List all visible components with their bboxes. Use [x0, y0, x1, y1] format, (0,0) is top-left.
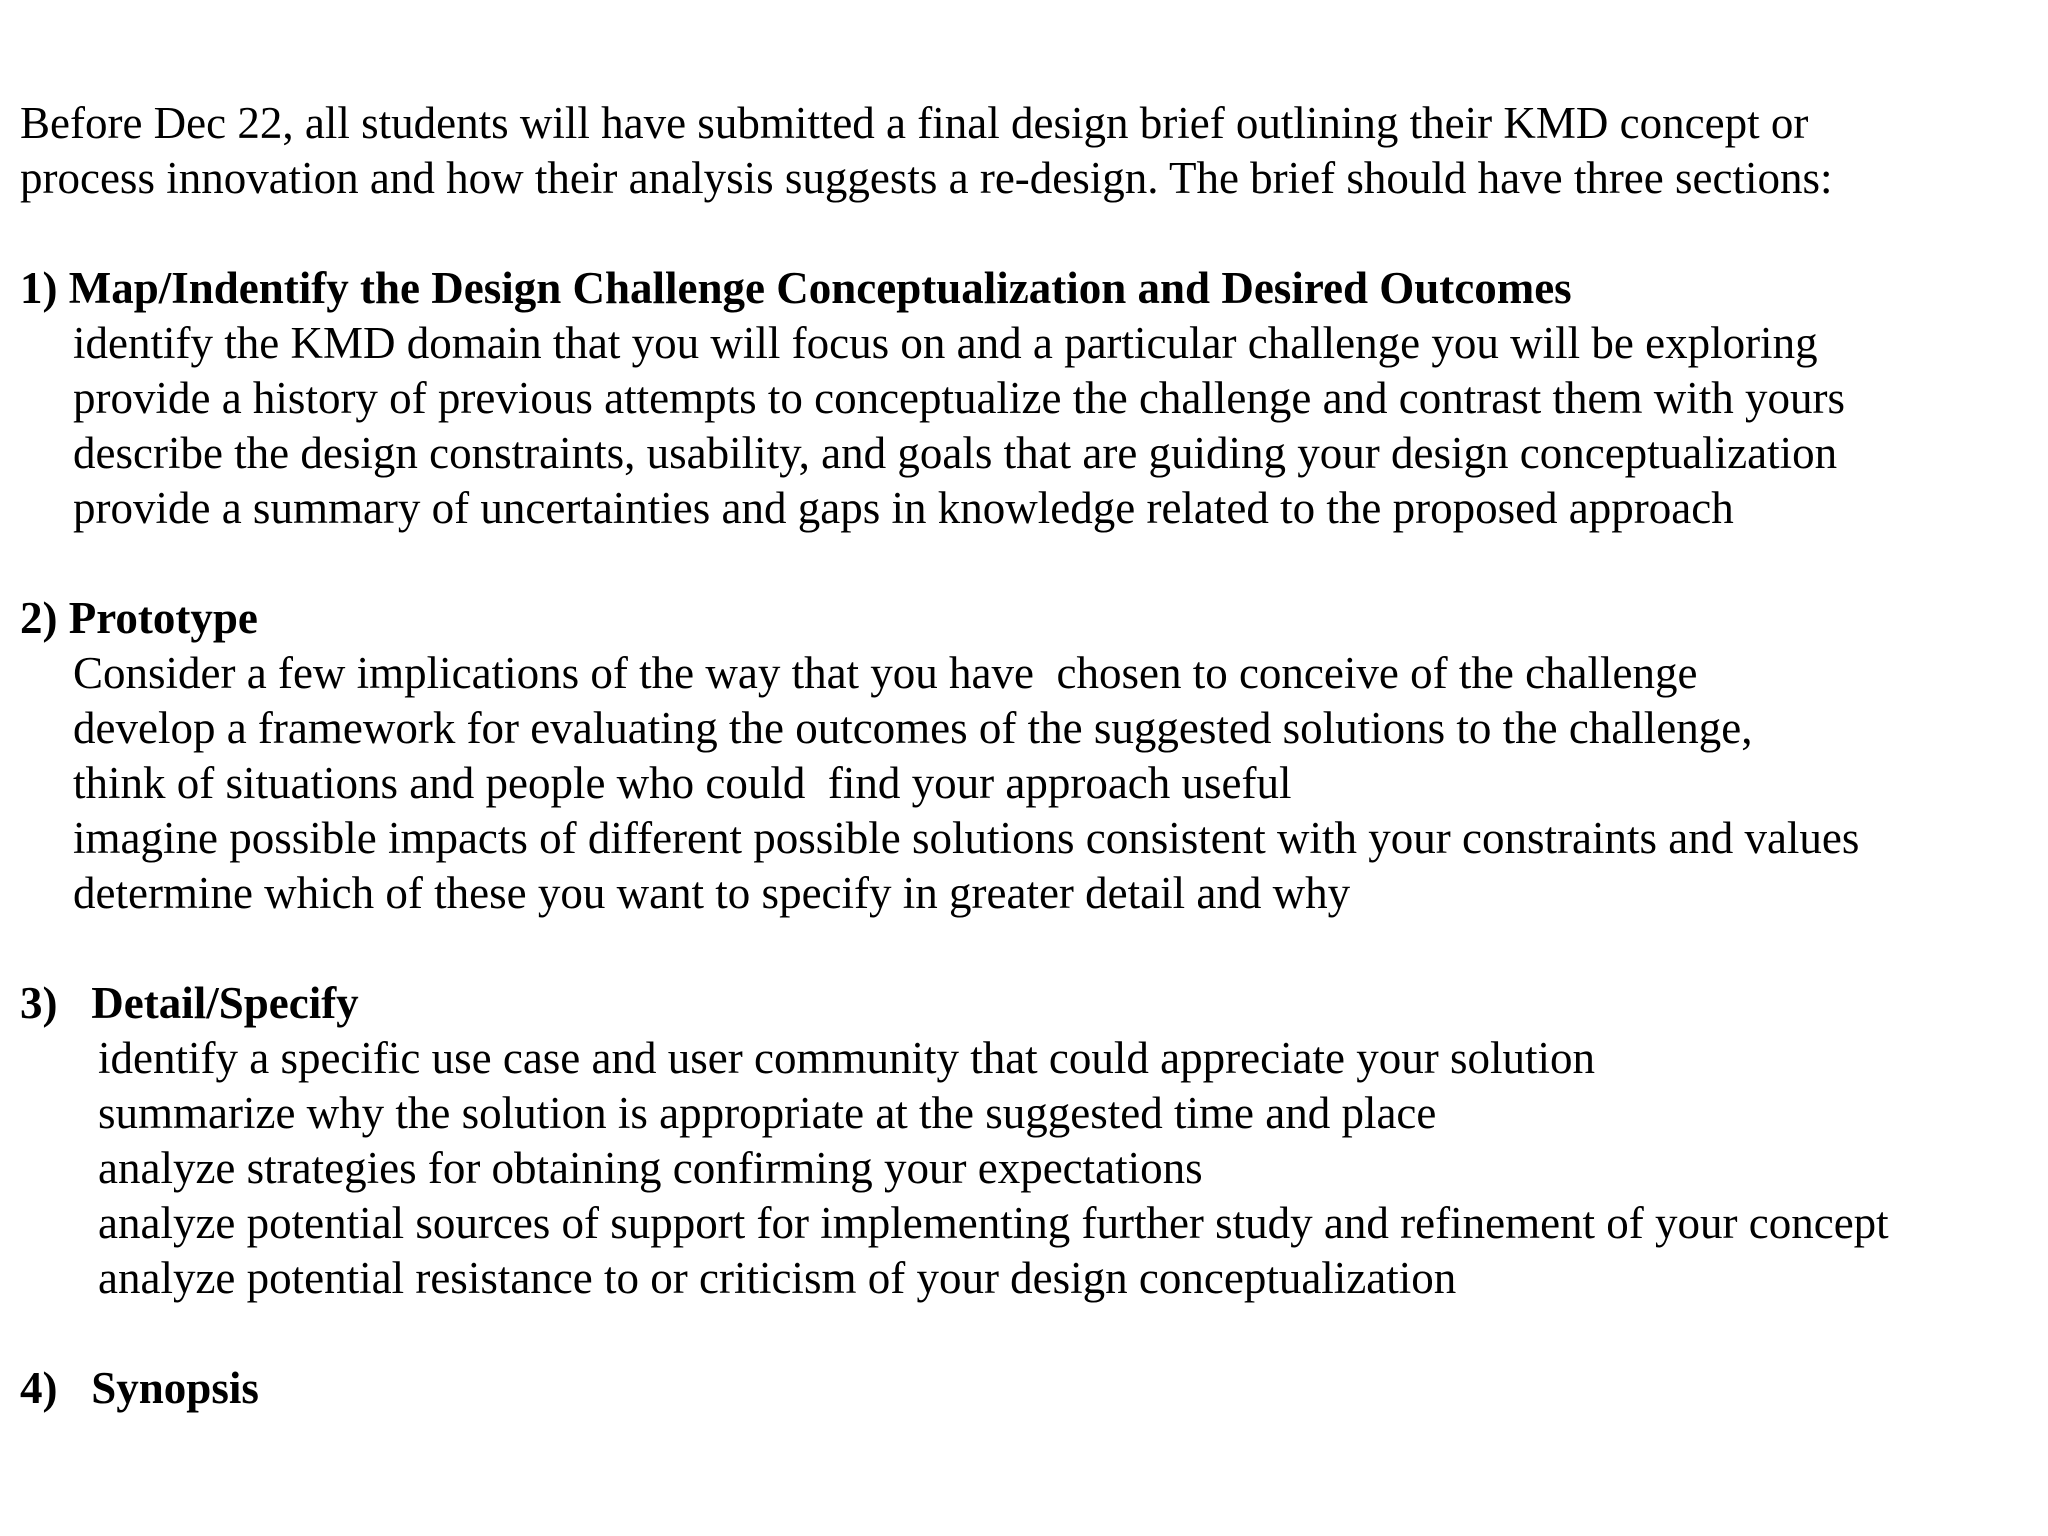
list-item: imagine possible impacts of different possible solutions consistent with your constraints and values — [73, 813, 1860, 863]
section-heading-4: 4) Synopsis — [20, 1363, 259, 1413]
list-item: identify a specific use case and user community that could appreciate your solution — [98, 1033, 1596, 1083]
list-item: identify the KMD domain that you will focus on and a particular challenge you will be exploring — [73, 318, 1818, 368]
intro-line-1: Before Dec 22, all students will have submitted a final design brief outlining their KMD concept or — [20, 98, 1809, 148]
intro-paragraph — [20, 96, 2030, 206]
list-item: analyze potential sources of support for implementing further study and refinement of your concept — [98, 1198, 1889, 1248]
list-item: describe the design constraints, usability, and goals that are guiding your design conceptualization — [73, 428, 1838, 478]
list-item: summarize why the solution is appropriate at the suggested time and place — [98, 1088, 1437, 1138]
section-2-items — [20, 646, 2030, 921]
list-item: analyze strategies for obtaining confirming your expectations — [98, 1143, 1203, 1193]
list-item: provide a summary of uncertainties and gaps in knowledge related to the proposed approach — [73, 483, 1734, 533]
section-heading-2: 2) Prototype — [20, 593, 258, 643]
intro-line-2: process innovation and how their analysis suggests a re-design. The brief should have three sections: — [20, 153, 1833, 203]
list-item: analyze potential resistance to or criticism of your design conceptualization — [98, 1253, 1457, 1303]
section-prototype — [20, 591, 2030, 921]
list-item: Consider a few implications of the way that you have chosen to conceive of the challenge — [73, 648, 1698, 698]
section-synopsis — [20, 1361, 2030, 1416]
section-3-items — [20, 1031, 2030, 1306]
list-item: determine which of these you want to specify in greater detail and why — [73, 868, 1351, 918]
section-detail-specify — [20, 976, 2030, 1306]
section-heading-1: 1) Map/Indentify the Design Challenge Conceptualization and Desired Outcomes — [20, 263, 1572, 313]
section-1-items — [20, 316, 2030, 536]
list-item: provide a history of previous attempts to conceptualize the challenge and contrast them with yours — [73, 373, 1845, 423]
list-item: develop a framework for evaluating the outcomes of the suggested solutions to the challenge, — [73, 703, 1753, 753]
document-body — [20, 96, 2030, 1416]
section-map-identify — [20, 261, 2030, 536]
list-item: think of situations and people who could find your approach useful — [73, 758, 1292, 808]
section-heading-3: 3) Detail/Specify — [20, 978, 359, 1028]
